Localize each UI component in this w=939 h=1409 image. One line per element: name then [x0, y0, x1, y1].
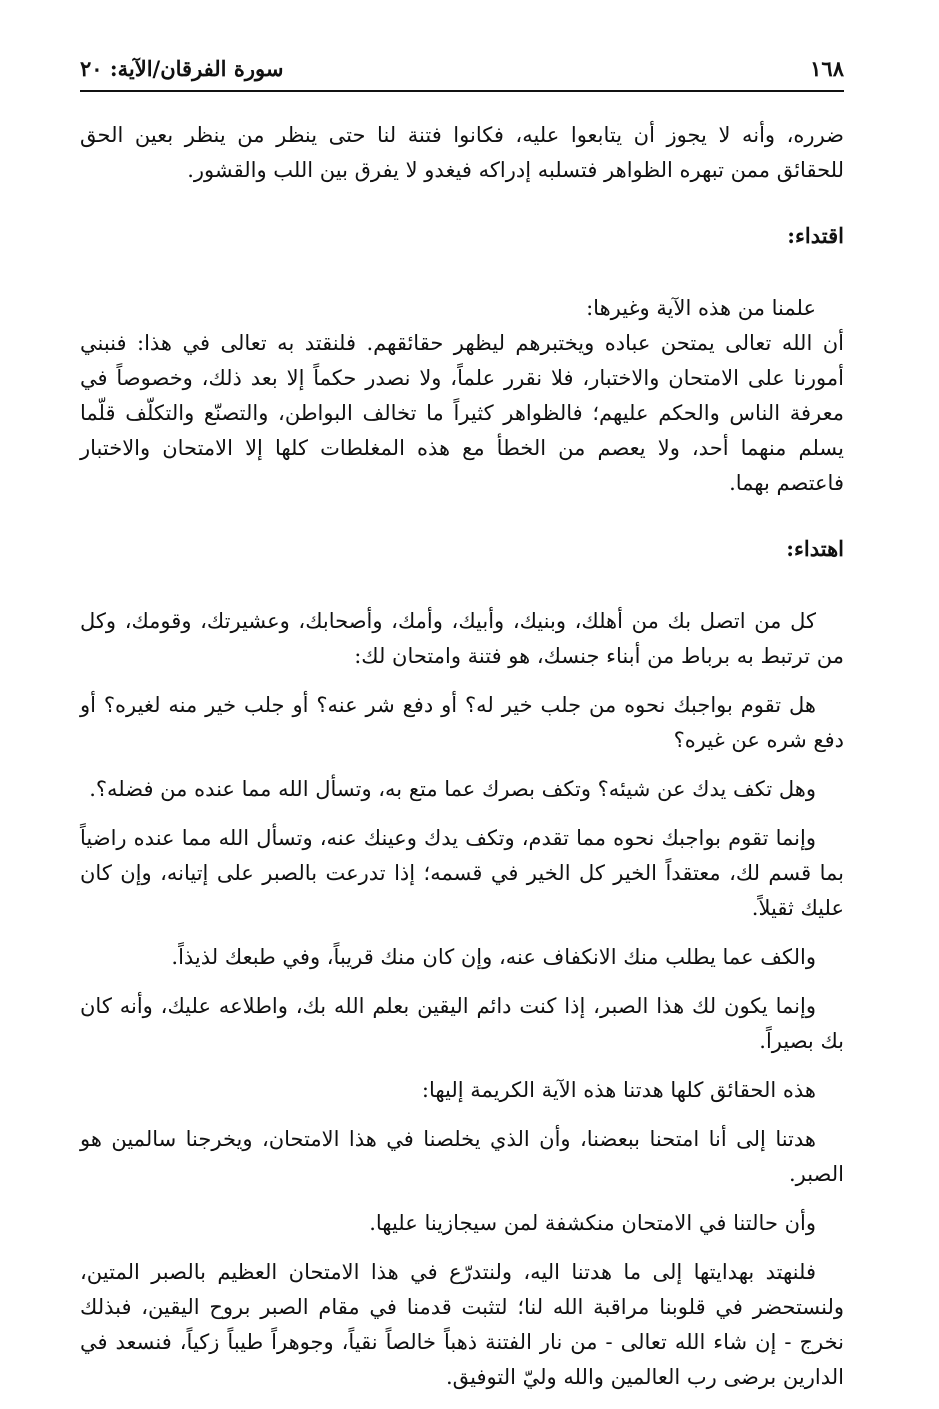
page-header: [80, 56, 844, 92]
ihtida-paragraph-7: هذه الحقائق كلها هدتنا هذه الآية الكريمة إليها:: [421, 1078, 816, 1102]
page-body: [80, 118, 844, 1409]
page-number: ١٦٨: [810, 56, 844, 81]
ihtida-heading: اهتداء:: [786, 536, 844, 561]
ihtida-paragraph-4: وإنما تقوم بواجبك نحوه مما تقدم، وتكف يدك وعينك عنه، وتسأل الله مما عنده راضياً بما قسم لك، معتقداً الخير كل الخير في قسمه؛ إذا تدرعت بالصبر على إتيانه، وإن كان عليك ثقيلاً.: [80, 826, 844, 920]
ihtida-paragraph-1: كل من اتصل بك من أهلك، وبنيك، وأبيك، وأمك، وأصحابك، وعشيرتك، وقومك، وكل من ترتبط به برباط من أبناء جنسك، هو فتنة وامتحان لك:: [80, 609, 844, 668]
ihtida-paragraph-6: وإنما يكون لك هذا الصبر، إذا كنت دائم اليقين بعلم الله بك، واطلاعه عليك، وأنه كان بك بصيراً.: [80, 994, 844, 1053]
intro-paragraph: ضرره، وأنه لا يجوز أن يتابعوا عليه، فكانوا فتنة لنا حتى ينظر من ينظر بعين الحق للحقائق ممن تبهره الظواهر فتسلبه إدراكه فيغدو لا يفرق بين اللب والقشور.: [80, 123, 844, 182]
surah-title: سورة الفرقان/الآية: ٢٠: [80, 56, 284, 81]
ihtida-paragraph-2: هل تقوم بواجبك نحوه من جلب خير له؟ أو دفع شر عنه؟ أو جلب خير منه لغيره؟ أو دفع شره عن غيره؟: [80, 693, 844, 752]
ihtida-paragraph-3: وهل تكف يدك عن شيئه؟ وتكف بصرك عما متع به، وتسأل الله مما عنده من فضله؟.: [89, 777, 816, 801]
ihtida-paragraph-9: وأن حالتنا في الامتحان منكشفة لمن سيجازينا عليها.: [369, 1211, 816, 1235]
iqtida-paragraph-2: أن الله تعالى يمتحن عباده ويختبرهم ليظهر حقائقهم. فلنقتد به تعالى في هذا: فنبني أمورنا على الامتحان والاختبار، فلا نقرر علماً، ولا نصدر حكماً إلا بعد ذلك، وخصوصاً في معرفة الناس والحكم عليهم؛ فالظواهر كثيراً ما تخالف البواطن، والتصنّع والتكلّف قلّما يسلم منهما أحد، ولا يعصم من الخطأ مع هذه المغلطات كلها إلا الامتحان والاختبار فاعتصم بهما.: [80, 331, 844, 495]
ihtida-paragraph-10: فلنهتد بهدايتها إلى ما هدتنا اليه، ولنتدرّع في هذا الامتحان العظيم بالصبر المتين، ولنستحضر في قلوبنا مراقبة الله لنا؛ لتثبت قدمنا في مقام الصبر بروح اليقين، فبذلك نخرج - إن شاء الله تعالى - من نار الفتنة ذهباً خالصاً نقياً، وجوهراً طيباً زكياً، فنسعد في الدارين برضى رب العالمين والله وليّ التوفيق.: [80, 1260, 844, 1389]
iqtida-paragraph-1: علمنا من هذه الآية وغيرها:: [586, 296, 816, 320]
ihtida-paragraph-5: والكف عما يطلب منك الانكفاف عنه، وإن كان منك قريباً، وفي طبعك لذيذاً.: [171, 945, 816, 969]
ihtida-paragraph-8: هدتنا إلى أنا امتحنا ببعضنا، وأن الذي يخلصنا في هذا الامتحان، ويخرجنا سالمين هو الصبر.: [80, 1127, 844, 1186]
iqtida-heading: اقتداء:: [787, 223, 844, 248]
